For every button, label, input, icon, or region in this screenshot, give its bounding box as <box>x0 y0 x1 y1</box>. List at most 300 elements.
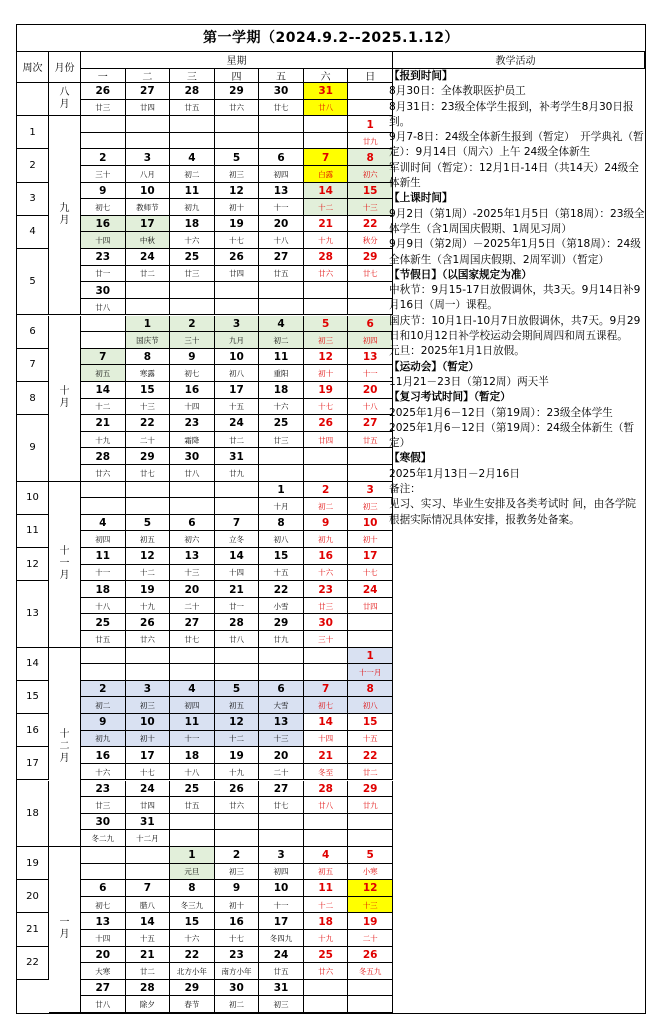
day-cell-divider <box>215 99 259 100</box>
lunar-date: 廿九 <box>362 136 378 146</box>
day-cell <box>215 382 260 415</box>
lunar-date: 霜降 <box>184 435 200 445</box>
day-cell-bottom-border <box>81 1012 125 1013</box>
lunar-date: 初七 <box>318 701 334 711</box>
day-cell-divider <box>126 929 170 930</box>
day-cell <box>304 847 349 880</box>
lunar-date: 教师节 <box>136 203 159 213</box>
day-cell <box>81 980 126 1013</box>
lunar-date: 初九 <box>318 535 334 545</box>
weekday-header: 三 <box>170 69 215 83</box>
day-cell <box>126 249 171 282</box>
day-cell <box>304 382 349 415</box>
lunar-date: 初二 <box>318 501 334 511</box>
day-cell-divider <box>170 231 214 232</box>
day-cell-divider <box>304 497 348 498</box>
day-cell <box>215 316 260 349</box>
day-cell <box>126 548 171 581</box>
day-cell <box>126 83 171 116</box>
day-number: 29 <box>362 251 378 264</box>
day-cell-divider <box>170 564 214 565</box>
empty-day-cell <box>126 482 171 515</box>
day-cell-divider <box>348 630 392 631</box>
day-number: 30 <box>318 616 333 629</box>
day-cell-divider <box>126 796 170 797</box>
day-number: 15 <box>184 915 200 928</box>
lunar-date: 十二 <box>139 568 155 578</box>
lunar-date: 十一 <box>184 734 200 744</box>
day-cell-divider <box>348 962 392 963</box>
day-number: 16 <box>95 749 111 762</box>
day-number: 21 <box>95 417 111 430</box>
lunar-date: 廿四 <box>318 435 334 445</box>
day-number: 7 <box>143 882 151 895</box>
lunar-date: 十七 <box>362 568 378 578</box>
day-number: 16 <box>184 384 200 397</box>
day-number: 9 <box>99 184 107 197</box>
day-cell-divider <box>348 231 392 232</box>
day-cell <box>304 216 349 249</box>
day-cell <box>126 316 171 349</box>
day-cell-divider <box>304 730 348 731</box>
day-cell <box>81 614 126 647</box>
lunar-date: 廿五 <box>362 435 378 445</box>
day-cell-divider <box>215 132 259 133</box>
weekday-header: 二 <box>126 69 171 83</box>
day-number: 3 <box>366 483 374 496</box>
day-cell <box>259 880 304 913</box>
day-cell <box>81 681 126 714</box>
activity-line: 9月7-8日：24级全体新生报到（暂定） 开学典礼（暂定）：9月14日（周六）上午 24级全体新生 <box>389 131 644 159</box>
day-number: 6 <box>99 882 107 895</box>
lunar-date: 初十 <box>318 369 334 379</box>
day-number: 14 <box>95 384 111 397</box>
day-cell-divider <box>215 929 259 930</box>
day-cell <box>259 913 304 946</box>
day-number: 24 <box>273 948 289 961</box>
day-cell-divider <box>304 696 348 697</box>
day-cell-divider <box>170 431 214 432</box>
lunar-date: 十四 <box>228 568 244 578</box>
day-cell-divider <box>348 763 392 764</box>
day-cell-divider <box>81 431 125 432</box>
day-cell-divider <box>304 530 348 531</box>
day-cell-divider <box>170 630 214 631</box>
lunar-date: 十一 <box>273 900 289 910</box>
lunar-date: 十五 <box>362 734 378 744</box>
day-cell <box>304 880 349 913</box>
day-cell-divider <box>81 863 125 864</box>
day-cell-divider <box>348 530 392 531</box>
lunar-date: 廿三 <box>273 435 289 445</box>
week-number: 17 <box>17 747 49 780</box>
day-cell <box>81 216 126 249</box>
day-cell <box>304 183 349 216</box>
day-cell <box>170 183 215 216</box>
week-number: 4 <box>17 216 49 249</box>
lunar-date: 十七 <box>318 402 334 412</box>
day-cell-divider <box>348 730 392 731</box>
day-cell <box>81 581 126 614</box>
day-number: 3 <box>143 151 151 164</box>
lunar-date: 十七 <box>228 933 244 943</box>
day-cell-divider <box>81 730 125 731</box>
day-cell-divider <box>170 929 214 930</box>
day-cell-divider <box>259 696 303 697</box>
day-cell-divider <box>126 497 170 498</box>
day-cell <box>259 83 304 116</box>
day-cell <box>304 781 349 814</box>
day-number: 10 <box>229 351 244 363</box>
day-cell <box>259 681 304 714</box>
day-cell <box>126 681 171 714</box>
day-cell-divider <box>126 863 170 864</box>
lunar-date: 廿九 <box>362 800 378 810</box>
day-number: 19 <box>140 583 155 596</box>
activities-panel <box>389 69 645 528</box>
week-number: 10 <box>17 482 49 515</box>
day-cell <box>259 149 304 182</box>
day-number: 16 <box>229 915 244 928</box>
day-cell <box>170 714 215 747</box>
month-label: 八月 <box>49 83 81 116</box>
week-number <box>17 83 49 116</box>
day-number: 18 <box>318 915 333 928</box>
day-number: 5 <box>232 151 241 164</box>
day-cell <box>259 847 304 880</box>
day-cell-divider <box>81 962 125 963</box>
day-cell-divider <box>215 165 259 166</box>
empty-day-cell <box>126 648 171 681</box>
day-number: 12 <box>140 550 155 563</box>
day-cell-divider <box>81 331 125 332</box>
lunar-date: 初六 <box>362 169 378 179</box>
day-cell-divider <box>215 431 259 432</box>
day-number: 4 <box>321 849 330 862</box>
day-number: 2 <box>188 317 196 330</box>
day-number: 28 <box>184 85 200 98</box>
day-number: 15 <box>362 716 378 729</box>
day-cell <box>126 747 171 780</box>
weekday-header: 一 <box>81 69 126 83</box>
day-cell-divider <box>215 530 259 531</box>
day-cell-divider <box>126 696 170 697</box>
week-number: 7 <box>17 349 49 382</box>
day-cell <box>81 714 126 747</box>
day-cell <box>126 714 171 747</box>
day-cell-divider <box>259 132 303 133</box>
day-cell <box>215 913 260 946</box>
day-cell <box>126 880 171 913</box>
lunar-date: 廿五 <box>95 634 111 644</box>
day-number: 30 <box>95 816 111 828</box>
day-cell <box>259 349 304 382</box>
lunar-date: 初五 <box>139 535 155 545</box>
day-cell-divider <box>81 364 125 365</box>
lunar-date: 腊八 <box>139 900 155 910</box>
day-cell-divider <box>348 464 392 465</box>
lunar-date: 十一 <box>362 369 378 379</box>
lunar-date: 十二 <box>228 734 244 744</box>
day-cell <box>81 415 126 448</box>
day-number: 13 <box>273 716 289 729</box>
lunar-date: 廿三 <box>95 800 111 810</box>
day-number: 11 <box>95 550 111 563</box>
day-cell-divider <box>215 331 259 332</box>
empty-day-cell <box>304 448 349 481</box>
day-number: 25 <box>184 782 200 795</box>
empty-day-cell <box>304 116 349 149</box>
day-cell-divider <box>259 829 303 830</box>
day-cell <box>170 349 215 382</box>
day-cell <box>215 880 260 913</box>
lunar-date: 十八 <box>184 767 200 777</box>
day-cell-divider <box>81 231 125 232</box>
day-number: 19 <box>318 384 333 397</box>
day-cell <box>81 781 126 814</box>
day-cell-divider <box>126 165 170 166</box>
day-cell <box>215 83 260 116</box>
day-cell <box>170 515 215 548</box>
day-cell-divider <box>170 497 214 498</box>
lunar-date: 初三 <box>362 501 378 511</box>
lunar-date: 冬至 <box>318 767 334 777</box>
day-cell-divider <box>304 796 348 797</box>
week-number: 18 <box>17 781 49 847</box>
day-cell-bottom-border <box>126 1012 170 1013</box>
day-number: 5 <box>366 849 374 862</box>
day-number: 13 <box>184 550 200 563</box>
day-cell-divider <box>304 398 348 399</box>
lunar-date: 廿三 <box>318 601 334 611</box>
day-cell-divider <box>170 829 214 830</box>
day-cell-divider <box>81 630 125 631</box>
day-number: 6 <box>277 683 285 696</box>
day-number: 13 <box>95 915 111 928</box>
day-number: 15 <box>362 184 378 197</box>
day-number: 20 <box>273 749 289 762</box>
week-number: 20 <box>17 880 49 913</box>
day-cell-divider <box>259 99 303 100</box>
day-number: 21 <box>318 749 333 762</box>
day-cell <box>259 382 304 415</box>
day-number: 23 <box>184 417 200 430</box>
day-number: 9 <box>99 716 107 729</box>
day-cell-divider <box>348 431 392 432</box>
day-cell <box>304 581 349 614</box>
day-number: 15 <box>273 550 289 563</box>
day-cell-divider <box>126 331 170 332</box>
day-cell-divider <box>81 530 125 531</box>
day-cell-divider <box>259 530 303 531</box>
day-cell-divider <box>259 497 303 498</box>
day-number: 6 <box>188 517 196 530</box>
day-cell-divider <box>348 265 392 266</box>
day-cell-divider <box>215 364 259 365</box>
lunar-date: 初八 <box>273 535 289 545</box>
lunar-date: 初四 <box>273 169 289 179</box>
lunar-date: 十月 <box>273 501 289 511</box>
lunar-date: 十六 <box>95 767 111 777</box>
lunar-date: 初四 <box>273 867 289 877</box>
empty-day-cell <box>304 648 349 681</box>
lunar-date: 廿七 <box>139 468 155 478</box>
lunar-date: 廿七 <box>362 269 378 279</box>
week-number: 21 <box>17 913 49 946</box>
day-number: 24 <box>140 251 155 264</box>
day-number: 25 <box>273 417 289 430</box>
day-number: 27 <box>362 417 378 430</box>
empty-day-cell <box>170 116 215 149</box>
day-cell-divider <box>259 464 303 465</box>
empty-day-cell <box>170 648 215 681</box>
day-number: 19 <box>362 915 378 928</box>
day-cell <box>170 681 215 714</box>
lunar-date: 初十 <box>362 535 378 545</box>
day-cell-divider <box>215 198 259 199</box>
day-cell-divider <box>170 863 214 864</box>
lunar-date: 北方小年 <box>176 966 207 976</box>
day-number: 7 <box>99 351 107 363</box>
lunar-date: 十三 <box>139 402 155 412</box>
week-number: 12 <box>17 548 49 581</box>
day-cell <box>215 515 260 548</box>
day-cell <box>81 282 126 315</box>
day-cell-divider <box>348 398 392 399</box>
week-number: 19 <box>17 847 49 880</box>
day-cell-divider <box>126 398 170 399</box>
day-number: 27 <box>184 616 200 629</box>
day-cell-bottom-border <box>348 1012 392 1013</box>
day-cell-divider <box>170 165 214 166</box>
day-number: 3 <box>143 683 151 696</box>
lunar-date: 十四 <box>95 236 111 246</box>
day-number: 26 <box>318 417 333 430</box>
month-label: 十二月 <box>49 648 81 847</box>
day-cell <box>304 249 349 282</box>
day-number: 20 <box>362 384 378 397</box>
day-cell <box>215 681 260 714</box>
day-number: 22 <box>184 948 200 961</box>
day-cell <box>81 183 126 216</box>
day-number: 30 <box>229 982 244 995</box>
lunar-date: 廿六 <box>95 468 111 478</box>
day-number: 18 <box>273 384 289 397</box>
day-cell-divider <box>304 597 348 598</box>
activity-section-heading: 【寒假】 <box>389 452 432 465</box>
day-cell <box>126 382 171 415</box>
day-cell <box>126 781 171 814</box>
day-cell <box>259 980 304 1013</box>
day-cell-divider <box>259 165 303 166</box>
lunar-date: 二十 <box>139 435 155 445</box>
day-number: 27 <box>140 85 155 98</box>
day-number: 6 <box>366 317 374 330</box>
day-cell-divider <box>215 497 259 498</box>
empty-day-cell <box>259 814 304 847</box>
weekday-header: 五 <box>259 69 304 83</box>
day-cell-divider <box>304 165 348 166</box>
day-number: 20 <box>184 583 200 596</box>
lunar-date: 廿七 <box>273 103 289 113</box>
day-cell-divider <box>170 198 214 199</box>
day-cell-divider <box>81 265 125 266</box>
day-cell-divider <box>81 132 125 133</box>
day-cell-divider <box>259 730 303 731</box>
day-cell <box>259 515 304 548</box>
day-cell-divider <box>348 497 392 498</box>
lunar-date: 三十 <box>184 335 200 345</box>
day-number: 7 <box>232 517 241 530</box>
day-cell-divider <box>126 132 170 133</box>
header-week-number: 周次 <box>17 51 49 83</box>
day-number: 10 <box>362 517 378 530</box>
lunar-date: 十六 <box>184 933 200 943</box>
week-number: 5 <box>17 249 49 315</box>
lunar-date: 十一 <box>273 203 289 213</box>
lunar-date: 廿七 <box>273 800 289 810</box>
day-cell <box>126 415 171 448</box>
day-cell-divider <box>348 165 392 166</box>
day-cell <box>81 548 126 581</box>
day-cell-divider <box>348 597 392 598</box>
day-cell-divider <box>259 398 303 399</box>
day-cell-divider <box>126 431 170 432</box>
day-cell-divider <box>170 464 214 465</box>
week-number: 3 <box>17 183 49 216</box>
lunar-date: 十六 <box>273 402 289 412</box>
day-cell-divider <box>259 564 303 565</box>
day-cell-divider <box>126 298 170 299</box>
day-cell <box>215 349 260 382</box>
lunar-date: 初二 <box>273 335 289 345</box>
day-cell-divider <box>304 896 348 897</box>
day-cell <box>215 249 260 282</box>
day-number: 29 <box>273 616 289 629</box>
day-cell-divider <box>259 198 303 199</box>
week-number: 15 <box>17 681 49 714</box>
day-number: 29 <box>184 982 200 995</box>
day-number: 25 <box>318 948 333 961</box>
day-number: 23 <box>318 583 333 596</box>
lunar-date: 廿五 <box>184 103 200 113</box>
day-cell-divider <box>126 198 170 199</box>
lunar-date: 廿一 <box>95 269 111 279</box>
day-cell-divider <box>215 464 259 465</box>
lunar-date: 中秋 <box>139 236 155 246</box>
day-cell-divider <box>304 763 348 764</box>
day-number: 13 <box>362 351 378 363</box>
day-number: 31 <box>140 816 155 828</box>
month-label: 十月 <box>49 316 81 482</box>
day-cell <box>215 415 260 448</box>
day-cell-divider <box>215 398 259 399</box>
day-number: 7 <box>321 683 330 696</box>
empty-day-cell <box>170 814 215 847</box>
day-cell-divider <box>126 530 170 531</box>
day-cell-divider <box>215 564 259 565</box>
day-cell-divider <box>215 763 259 764</box>
day-number: 11 <box>273 351 289 363</box>
day-number: 14 <box>140 915 155 928</box>
page-title: 第一学期（2024.9.2--2025.1.12） <box>17 25 645 52</box>
lunar-date: 初三 <box>228 867 244 877</box>
day-cell-divider <box>170 962 214 963</box>
day-cell <box>81 149 126 182</box>
day-cell-divider <box>304 995 348 996</box>
day-cell <box>259 581 304 614</box>
lunar-date: 廿四 <box>139 103 155 113</box>
